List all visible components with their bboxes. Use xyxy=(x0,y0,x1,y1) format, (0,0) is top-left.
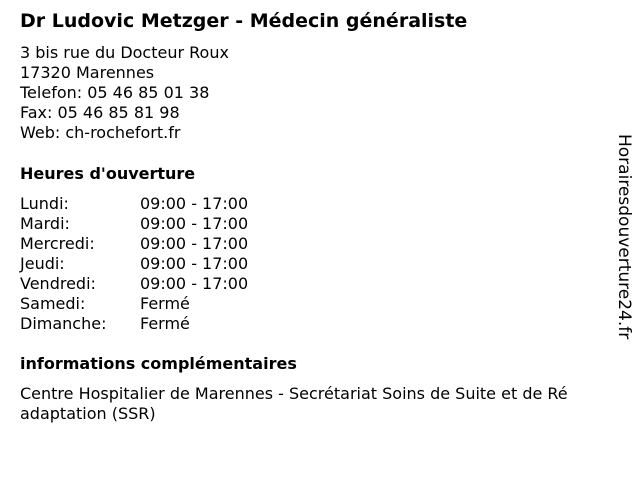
time-value: Fermé xyxy=(140,294,190,313)
hours-row-wednesday xyxy=(20,234,248,254)
time-value: 09:00 - 17:00 xyxy=(140,274,249,293)
hours-row-tuesday xyxy=(20,214,248,234)
opening-hours-heading: Heures d'ouverture xyxy=(20,164,196,183)
fax-number: Fax: 05 46 85 81 98 xyxy=(20,103,180,122)
page-title: Dr Ludovic Metzger - Médecin généraliste xyxy=(20,10,468,32)
hours-row-monday xyxy=(20,194,248,214)
day-label: Jeudi: xyxy=(20,254,65,273)
phone-number: Telefon: 05 46 85 01 38 xyxy=(20,83,210,102)
hours-row-saturday xyxy=(20,294,248,314)
address-block xyxy=(20,43,229,143)
hours-row-sunday xyxy=(20,314,248,334)
hours-row-thursday xyxy=(20,254,248,274)
site-watermark: Horairesdouverture24.fr xyxy=(614,134,634,340)
website: Web: ch-rochefort.fr xyxy=(20,123,181,142)
time-value: Fermé xyxy=(140,314,190,333)
time-value: 09:00 - 17:00 xyxy=(140,254,249,273)
day-label: Mercredi: xyxy=(20,234,95,253)
city-postcode: 17320 Marennes xyxy=(20,63,155,82)
day-label: Lundi: xyxy=(20,194,69,213)
time-value: 09:00 - 17:00 xyxy=(140,214,249,233)
day-label: Samedi: xyxy=(20,294,86,313)
additional-info-text: Centre Hospitalier de Marennes - Secrétariat Soins de Suite et de Ré adaptation (SSR) xyxy=(20,384,568,423)
hours-row-friday xyxy=(20,274,248,294)
time-value: 09:00 - 17:00 xyxy=(140,194,249,213)
day-label: Dimanche: xyxy=(20,314,107,333)
day-label: Vendredi: xyxy=(20,274,96,293)
day-label: Mardi: xyxy=(20,214,70,233)
opening-hours-table xyxy=(20,194,248,334)
time-value: 09:00 - 17:00 xyxy=(140,234,249,253)
additional-info-heading: informations complémentaires xyxy=(20,354,297,373)
street-address: 3 bis rue du Docteur Roux xyxy=(20,43,229,62)
